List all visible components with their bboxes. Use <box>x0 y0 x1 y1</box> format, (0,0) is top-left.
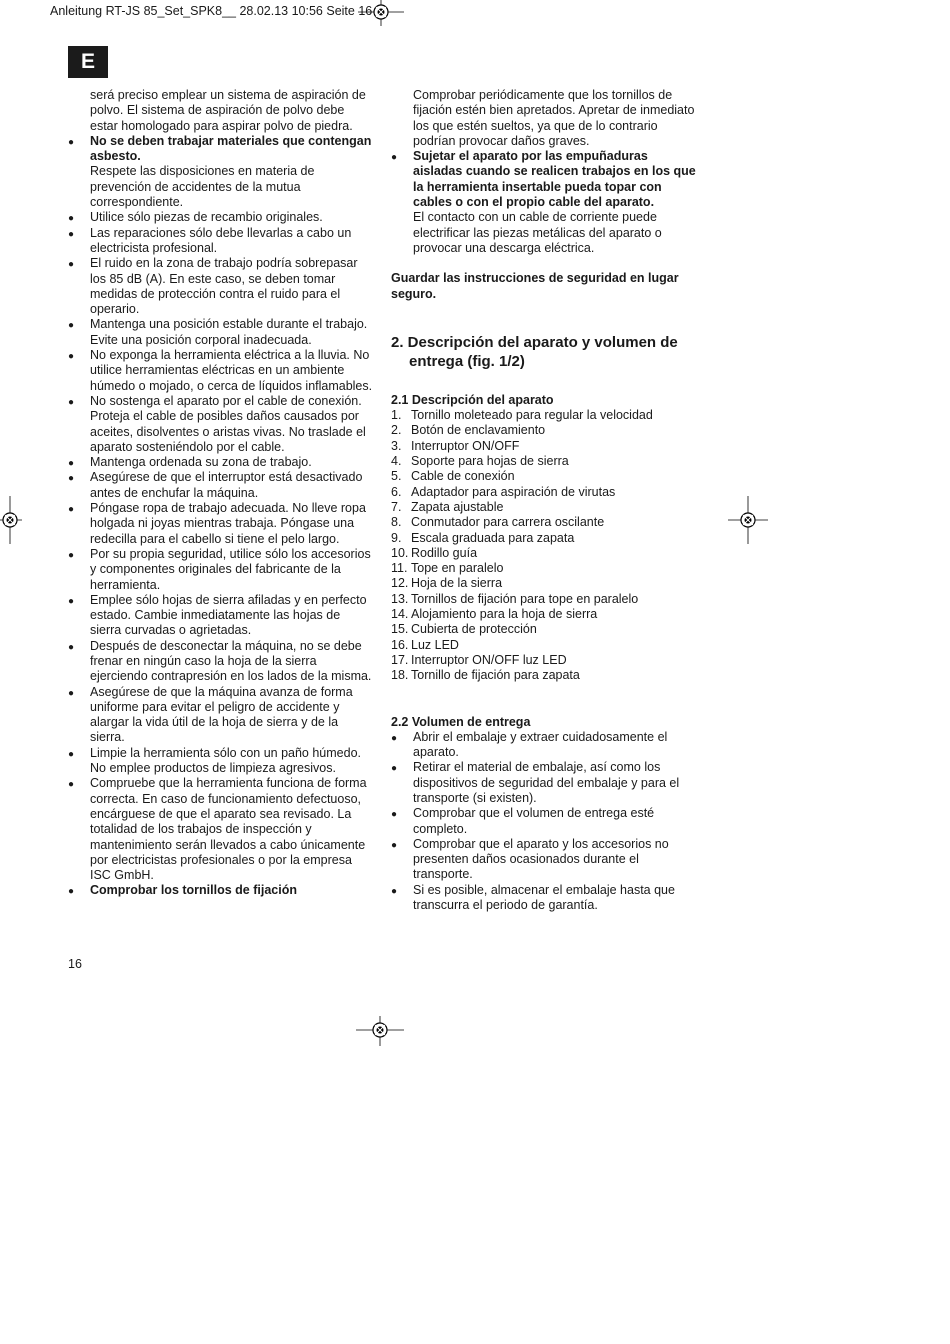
list-item: ● Emplee sólo hojas de sierra afiladas y en perfecto estado. Cambie inmediatamente las hojas de sierra curvadas o agrietadas. <box>68 593 373 639</box>
page-number: 16 <box>68 957 82 971</box>
list-item: ● No sostenga el aparato por el cable de conexión. Proteja el cable de posibles daños causados por aceites, disolventes o aristas vivas. No traslade el aparato sosteniéndolo por el cable. <box>68 394 373 455</box>
list-item: ● No exponga la herramienta eléctrica a la lluvia. No utilice herramientas eléctricas en un ambiente húmedo o mojado, o cerca de líquidos inflamables. <box>68 348 373 394</box>
part-number: 11. <box>391 561 408 576</box>
part-number: 9. <box>391 530 402 545</box>
part-label: Cubierta de protección <box>411 622 537 637</box>
list-item: ● Compruebe que la herramienta funciona de forma correcta. En caso de funcionamiento defectuoso, encárguese de que el aparato sea revisado. La totalidad de los trabajos de inspección y mantenimiento serán llevados a cabo únicamente por electricistas profesionales o por la empresa ISC GmbH. <box>68 776 373 883</box>
parts-list-item <box>391 668 696 683</box>
part-number: 3. <box>391 438 402 453</box>
part-label: Interruptor ON/OFF luz LED <box>411 652 567 667</box>
part-number: 15. <box>391 622 409 637</box>
part-number: 5. <box>391 469 402 484</box>
part-number: 13. <box>391 591 409 606</box>
continuation-paragraph: El contacto con un cable de corriente puede electrificar las piezas metálicas del aparato o provocar una descarga eléctrica. <box>413 210 662 255</box>
continuation-paragraph: Respete las disposiciones en materia de prevención de accidentes de la mutua correspondiente. <box>90 164 315 210</box>
part-number: 10. <box>391 545 409 560</box>
list-item: ● Abrir el embalaje y extraer cuidadosamente el aparato. <box>391 730 696 761</box>
part-number: 14. <box>391 607 409 622</box>
part-number: 12. <box>391 576 409 591</box>
part-label: Luz LED <box>411 637 459 652</box>
parts-list-item <box>391 531 696 546</box>
list-item: ● Asegúrese de que la máquina avanza de forma uniforme para evitar el peligro de accidente y alargar la vida útil de la hoja de sierra y de la sierra. <box>68 685 373 746</box>
list-item: ● No se deben trabajar materiales que contengan asbesto. <box>68 134 373 165</box>
part-number: 2. <box>391 423 402 438</box>
parts-list-item <box>391 653 696 668</box>
print-header: Anleitung RT-JS 85_Set_SPK8__ 28.02.13 10:56 Seite 16 <box>50 4 373 18</box>
list-item: ● Comprobar que el volumen de entrega esté completo. <box>391 806 696 837</box>
part-label: Adaptador para aspiración de virutas <box>411 484 616 499</box>
part-label: Escala graduada para zapata <box>411 530 575 545</box>
parts-list-item <box>391 485 696 500</box>
part-number: 1. <box>391 408 402 423</box>
parts-list-item <box>391 622 696 637</box>
part-label: Rodillo guía <box>411 545 478 560</box>
delivery-list <box>391 730 696 914</box>
left-column <box>68 88 373 899</box>
part-label: Tornillos de fijación para tope en paralelo <box>411 591 639 606</box>
list-item: ● Comprobar los tornillos de fijación <box>68 883 373 898</box>
continuation-paragraph: será preciso emplear un sistema de aspiración de polvo. El sistema de aspiración de polvo debe estar homologado para aspirar polvo de piedra. <box>90 88 366 133</box>
parts-list-item <box>391 576 696 591</box>
parts-list-item <box>391 592 696 607</box>
list-item: ● Comprobar que el aparato y los accesorios no presenten daños ocasionados durante el transporte. <box>391 837 696 883</box>
list-item: ● Asegúrese de que el interruptor está desactivado antes de enchufar la máquina. <box>68 470 373 501</box>
list-item: ● Si es posible, almacenar el embalaje hasta que transcurra el periodo de garantía. <box>391 883 696 914</box>
list-item: ● Póngase ropa de trabajo adecuada. No lleve ropa holgada ni joyas mientras trabaja. Póngase una redecilla para el cabello si tiene el pelo largo. <box>68 501 373 547</box>
continuation-paragraph: Comprobar periódicamente que los tornillos de fijación estén bien apretados. Apretar de inmediato los que estén sueltos, ya que de lo contrario podrían provocar daños graves. <box>413 88 695 148</box>
list-item: ● Mantenga ordenada su zona de trabajo. <box>68 455 373 470</box>
parts-list <box>391 408 696 683</box>
list-item: ● Por su propia seguridad, utilice sólo los accesorios y componentes originales del fabricante de la herramienta. <box>68 547 373 593</box>
parts-list-item <box>391 546 696 561</box>
subsection-title: 2.1 Descripción del aparato <box>391 392 554 407</box>
right-column <box>391 88 696 913</box>
list-item: ● Las reparaciones sólo debe llevarlas a cabo un electricista profesional. <box>68 226 373 257</box>
parts-list-item <box>391 500 696 515</box>
list-item: ● Después de desconectar la máquina, no se debe frenar en ningún caso la hoja de la sierra ejerciendo contrapresión en los lados de la misma. <box>68 639 373 685</box>
parts-list-item <box>391 607 696 622</box>
parts-list-item <box>391 439 696 454</box>
registration-mark-icon <box>358 0 404 26</box>
list-item: ● Limpie la herramienta sólo con un paño húmedo. No emplee productos de limpieza agresivos. <box>68 746 373 777</box>
part-label: Botón de enclavamiento <box>411 423 546 438</box>
section-title: 2. Descripción del aparato y volumen de entrega (fig. 1/2) <box>391 333 678 370</box>
list-item: ● Sujetar el aparato por las empuñaduras aisladas cuando se realicen trabajos en los que la herramienta insertable pueda topar con cables o con el propio cable del aparato. <box>391 149 696 210</box>
part-number: 4. <box>391 454 402 469</box>
parts-list-item <box>391 408 696 423</box>
list-item: ● El ruido en la zona de trabajo podría sobrepasar los 85 dB (A). En este caso, se deben tomar medidas de protección contra el ruido para el operario. <box>68 256 373 317</box>
list-item: ● Utilice sólo piezas de recambio originales. <box>68 210 373 225</box>
part-label: Alojamiento para la hoja de sierra <box>411 607 598 622</box>
part-label: Zapata ajustable <box>411 499 504 514</box>
part-label: Interruptor ON/OFF <box>411 438 520 453</box>
part-number: 7. <box>391 499 402 514</box>
part-number: 18. <box>391 668 409 683</box>
parts-list-item <box>391 469 696 484</box>
part-label: Tornillo de fijación para zapata <box>411 668 580 683</box>
parts-list-item <box>391 638 696 653</box>
part-label: Cable de conexión <box>411 469 515 484</box>
part-number: 16. <box>391 637 409 652</box>
parts-list-item <box>391 423 696 438</box>
part-label: Conmutador para carrera oscilante <box>411 515 605 530</box>
subsection-title: 2.2 Volumen de entrega <box>391 714 531 729</box>
part-number: 17. <box>391 652 409 667</box>
parts-list-item <box>391 515 696 530</box>
safety-note: Guardar las instrucciones de seguridad en lugar seguro. <box>391 271 679 301</box>
registration-mark-icon <box>728 496 768 544</box>
part-number: 8. <box>391 515 402 530</box>
list-item: ● Retirar el material de embalaje, así como los dispositivos de seguridad del embalaje y para el transporte (si existen). <box>391 760 696 806</box>
registration-mark-icon <box>0 496 22 544</box>
part-label: Hoja de la sierra <box>411 576 503 591</box>
list-item: ● Mantenga una posición estable durante el trabajo. Evite una posición corporal inadecuada. <box>68 317 373 348</box>
parts-list-item <box>391 454 696 469</box>
part-label: Soporte para hojas de sierra <box>411 454 569 469</box>
parts-list-item <box>391 561 696 576</box>
language-tab: E <box>68 46 108 78</box>
registration-mark-icon <box>356 1016 404 1046</box>
part-label: Tope en paralelo <box>411 561 504 576</box>
part-number: 6. <box>391 484 402 499</box>
part-label: Tornillo moleteado para regular la velocidad <box>411 408 653 423</box>
